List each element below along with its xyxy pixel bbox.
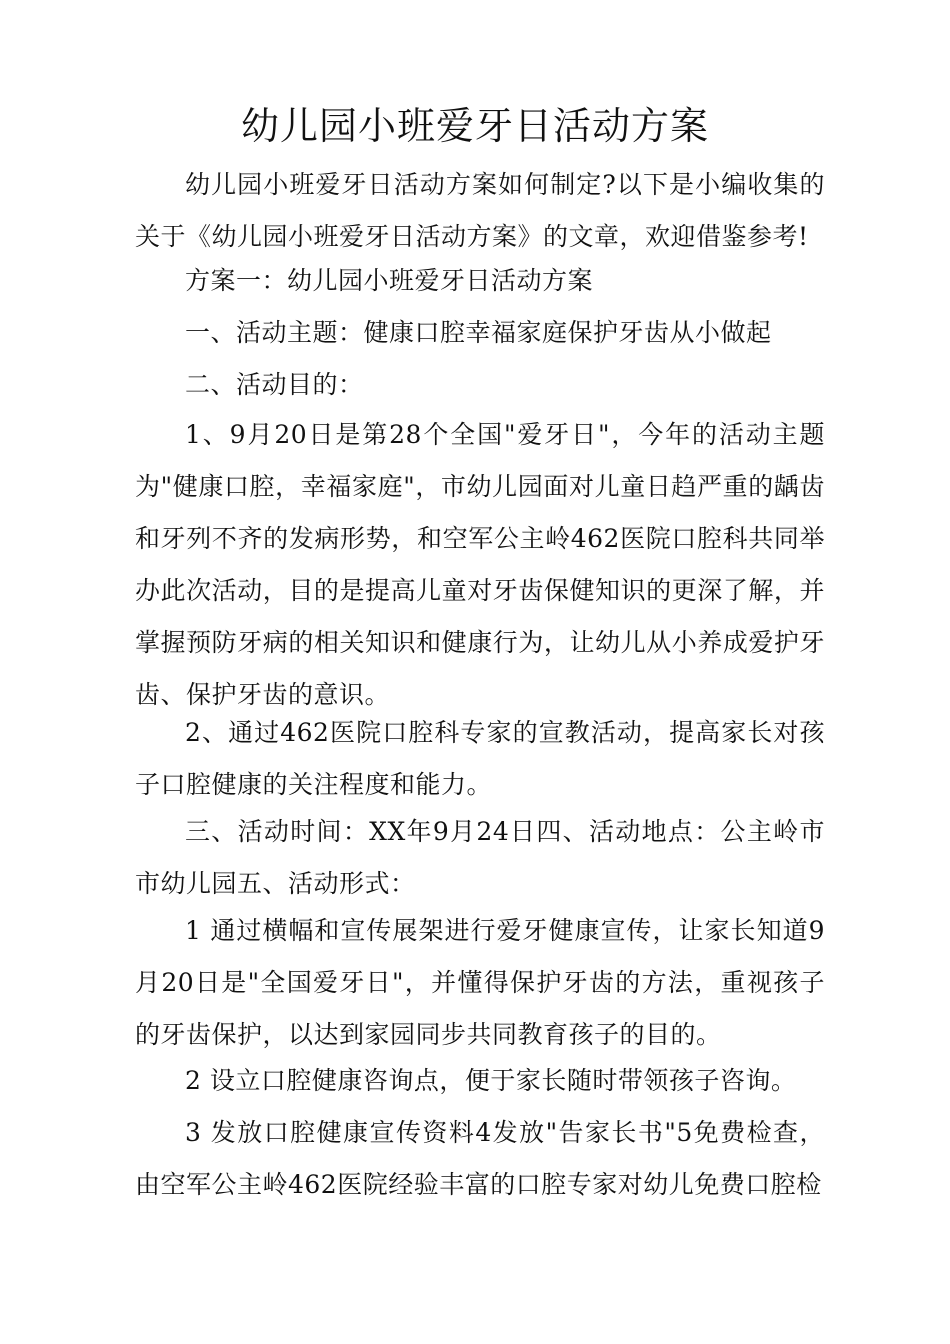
paragraph-purpose-1: 1、9月20日是第28个全国"爱牙日"，今年的活动主题为"健康口腔，幸福家庭"，市幼儿园面对儿童日趋严重的龋齿和牙列不齐的发病形势，和空军公主岭462医院口腔科共同举办此次活动，目的是提高儿童对牙齿保健知识的更深了解，并掌握预防牙病的相关知识和健康行为，让幼儿从小养成爱护牙齿、保护牙齿的意识。 (135, 420, 825, 709)
paragraph-activity-purpose-heading: 二、活动目的： (185, 370, 364, 399)
paragraph-purpose-2: 2、通过462医院口腔科专家的宣教活动，提高家长对孩子口腔健康的关注程度和能力。 (135, 718, 825, 799)
paragraph-form-3: 3 发放口腔健康宣传资料4发放"告家长书"5免费检查，由空军公主岭462医院经验丰富的口腔专家对幼儿免费口腔检 (135, 1118, 825, 1199)
paragraph-plan-one-heading: 方案一：幼儿园小班爱牙日活动方案 (185, 266, 594, 295)
document-title: 幼儿园小班爱牙日活动方案 (240, 104, 709, 148)
paragraph-form-2: 2 设立口腔健康咨询点，便于家长随时带领孩子咨询。 (185, 1066, 797, 1095)
paragraph-intro: 幼儿园小班爱牙日活动方案如何制定?以下是小编收集的关于《幼儿园小班爱牙日活动方案》的文章，欢迎借鉴参考! (135, 170, 825, 251)
paragraph-time-location-form: 三、活动时间：XX年9月24日四、活动地点：公主岭市市幼儿园五、活动形式： (135, 817, 825, 898)
paragraph-activity-theme: 一、活动主题：健康口腔幸福家庭保护牙齿从小做起 (185, 318, 772, 347)
paragraph-form-1: 1 通过横幅和宣传展架进行爱牙健康宣传，让家长知道9月20日是"全国爱牙日"，并懂得保护牙齿的方法，重视孩子的牙齿保护，以达到家园同步共同教育孩子的目的。 (135, 916, 825, 1049)
